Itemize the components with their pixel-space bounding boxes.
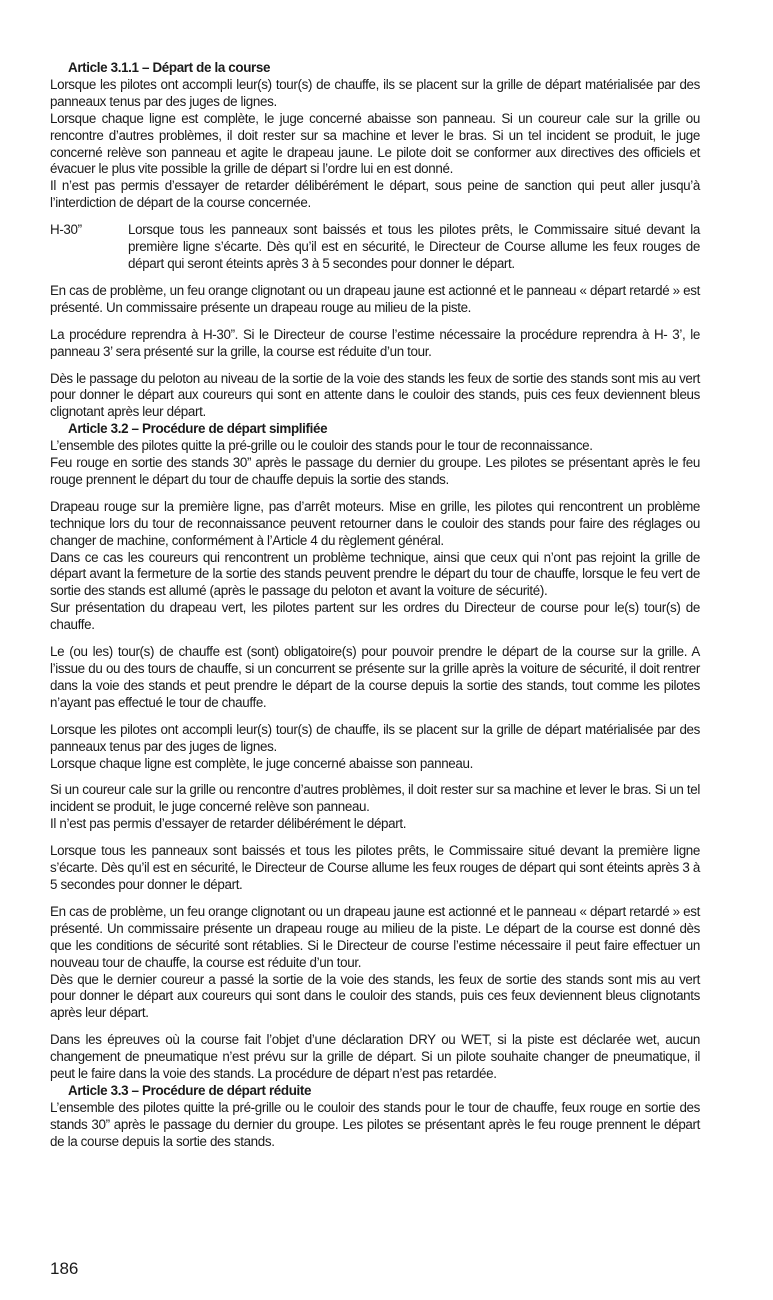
heading-article-3-1-1: Article 3.1.1 – Départ de la course [68,60,271,75]
paragraph: En cas de problème, un feu orange clignotant ou un drapeau jaune est actionné et le panneau « départ retardé » est présenté. Un commissaire présente un drapeau rouge au milieu de la piste. [50,282,700,315]
heading-article-3-3: Article 3.3 – Procédure de départ réduite [68,1082,312,1098]
page-number: 186 [50,1259,79,1278]
paragraph: Feu rouge en sortie des stands 30” après le passage du dernier du groupe. Les pilotes se présentant après le feu rouge prennent le départ du tour de chauffe depuis la sortie des stands. [50,455,700,487]
h30-row [50,222,700,273]
paragraph: Dans les épreuves où la course fait l’objet d’une déclaration DRY ou WET, si la piste est déclarée wet, aucun changement de pneumatique n’est prévu sur la grille de départ. Si un pilote souhaite changer de pneumatique, il peut le faire dans la voie des stands. La procédure de départ n’est pas retardée. [50,1032,700,1082]
paragraph: Drapeau rouge sur la première ligne, pas d’arrêt moteurs. Mise en grille, les pilotes qui rencontrent un problème technique lors du tour de reconnaissance peuvent retourner dans le couloir des stands pour faire des réglages ou changer de machine, conformément à l’Article 4 du règlement général. [50,498,700,548]
paragraph: Dès le passage du peloton au niveau de la sortie de la voie des stands les feux de sortie des stands sont mis au vert pour donner le départ aux coureurs qui sont en attente dans le couloir des stands, puis ces feux deviennent bleus clignotant après leur départ. [50,370,700,420]
paragraph: Lorsque tous les panneaux sont baissés et tous les pilotes prêts, le Commissaire situé devant la première ligne s’écarte. Dès qu’il est en sécurité, le Directeur de Course allume les feux rouges de départ qui sont éteints après 3 à 5 secondes pour donner le départ. [50,843,700,892]
h30-text: Lorsque tous les panneaux sont baissés et tous les pilotes prêts, le Commissaire situé devant la première ligne s’écarte. Dès qu’il est en sécurité, le Directeur de Course allume les feux rouges de départ qui seront éteints après 3 à 5 secondes pour donner le départ. [128,222,700,271]
paragraph: L’ensemble des pilotes quitte la pré-grille ou le couloir des stands pour le tour de chauffe, feux rouge en sortie des stands 30” après le passage du dernier du groupe. Les pilotes se présentant après le feu rouge prennent le départ de la course depuis la sortie des stands. [50,1099,700,1149]
paragraph: Il n’est pas permis d’essayer de retarder délibérément le départ, sous peine de sanction qui peut aller jusqu’à l’interdiction de départ de la course concernée. [50,178,700,211]
h30-label: H-30” [50,222,82,238]
paragraph: Lorsque chaque ligne est complète, le juge concerné abaisse son panneau. Si un coureur cale sur la grille ou rencontre d’autres problèmes, il doit rester sur sa machine et lever le bras. Si un tel incident se produit, le juge concerné relève son panneau et agite le drapeau jaune. Le pilote doit se conformer aux directives des officiels et évacuer le plus vite possible la grille de départ si l’ordre lui en est donné. [50,110,700,177]
paragraph: Sur présentation du drapeau vert, les pilotes partent sur les ordres du Directeur de course pour le(s) tour(s) de chauffe. [50,600,700,633]
paragraph: La procédure reprendra à H-30”. Si le Directeur de course l’estime nécessaire la procédure reprendra à H- 3’, le panneau 3’ sera présenté sur la grille, la course est réduite d’un tour. [50,326,700,359]
heading-article-3-2: Article 3.2 – Procédure de départ simplifiée [68,421,328,437]
paragraph: Dès que le dernier coureur a passé la sortie de la voie des stands, les feux de sortie des stands sont mis au vert pour donner le départ aux coureurs qui sont dans le couloir des stands, puis ces feux deviennent bleus clignotants après leur départ. [50,971,700,1021]
paragraph: Dans ce cas les coureurs qui rencontrent un problème technique, ainsi que ceux qui n’ont pas rejoint la grille de départ avant la fermeture de la sortie des stands peuvent prendre le départ du tour de chauffe, lorsque le feu vert de sortie des stands est allumé (après le passage du peloton et avant la voiture de sécurité). [50,549,700,599]
paragraph: Lorsque les pilotes ont accompli leur(s) tour(s) de chauffe, ils se placent sur la grille de départ matérialisée par des panneaux tenus par des juges de lignes. [50,76,700,109]
paragraph: Il n’est pas permis d’essayer de retarder délibérément le départ. [50,816,407,832]
paragraph: L’ensemble des pilotes quitte la pré-grille ou le couloir des stands pour le tour de reconnaissance. [50,438,593,454]
paragraph: Lorsque chaque ligne est complète, le juge concerné abaisse son panneau. [50,755,473,771]
paragraph: Le (ou les) tour(s) de chauffe est (sont) obligatoire(s) pour pouvoir prendre le départ de la course sur la grille. A l’issue du ou des tours de chauffe, si un concurrent se présente sur la grille après la voiture de sécurité, il doit rentrer dans la voie des stands et peut prendre le départ de la course depuis la sortie des stands, tout comme les pilotes n’ayant pas effectué le tour de chauffe. [50,644,700,710]
paragraph: En cas de problème, un feu orange clignotant ou un drapeau jaune est actionné et le panneau « départ retardé » est présenté. Un commissaire présente un drapeau rouge au milieu de la piste. Le départ de la course est donné dès que les conditions de sécurité sont rétablies. Si le Directeur de course l’estime nécessaire il peut faire effectuer un nouveau tour de chauffe, la course est réduite d’un tour. [50,903,700,970]
paragraph: Si un coureur cale sur la grille ou rencontre d’autres problèmes, il doit rester sur sa machine et lever le bras. Si un tel incident se produit, le juge concerné relève son panneau. [50,782,700,815]
paragraph: Lorsque les pilotes ont accompli leur(s) tour(s) de chauffe, ils se placent sur la grille de départ matérialisée par des panneaux tenus par des juges de lignes. [50,721,700,754]
document-page [50,60,700,1151]
